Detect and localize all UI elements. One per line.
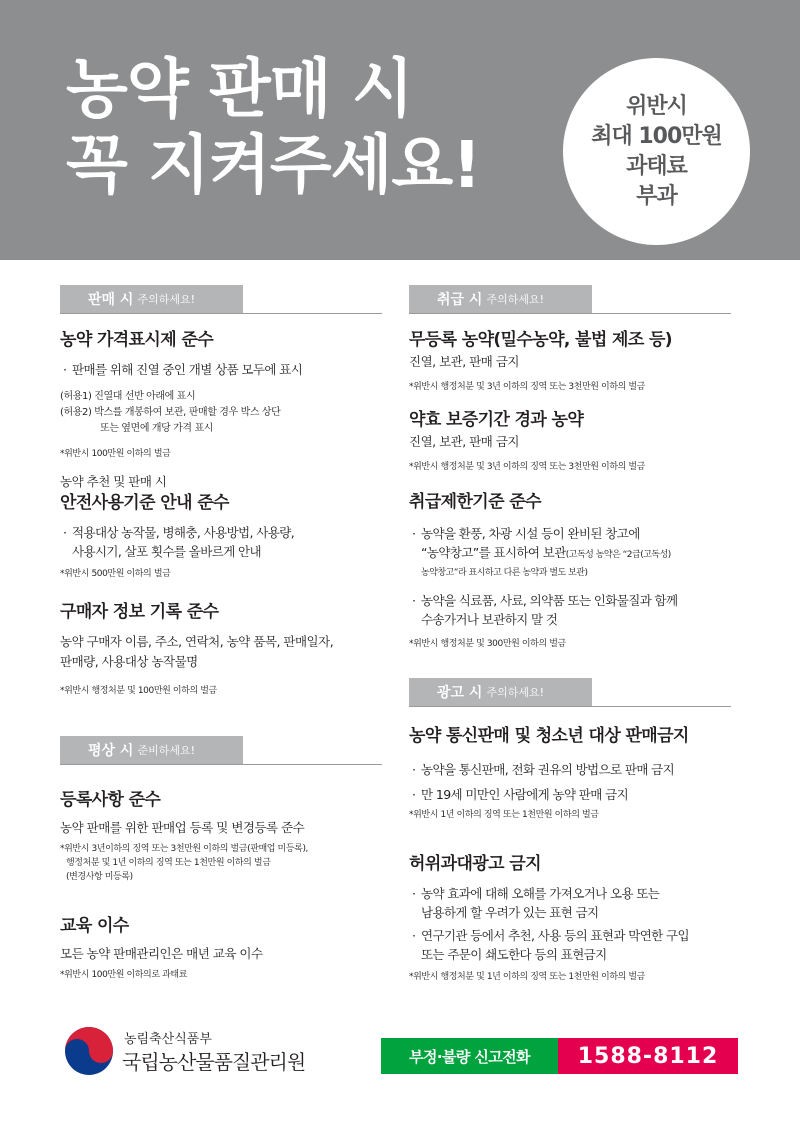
section-tag (409, 285, 592, 313)
bullet-item: · 만 19세 미만인 사람에게 농약 판매 금지 (409, 785, 731, 804)
allow-item: (허용2) 박스를 개봉하여 보관, 판매할 경우 박스 상단 (60, 407, 281, 418)
badge-line: 부과 (636, 183, 677, 209)
block-title: 약효 보증기간 경과 농약 (409, 410, 584, 430)
section-header-normal (60, 736, 382, 764)
education-block (60, 914, 382, 982)
penalty-note: *위반시 100만원 이하의 벌금 (60, 449, 171, 459)
report-hotline-label (381, 1038, 558, 1074)
body-line: 진열, 보관, 판매 금지 (409, 354, 519, 369)
buyer-record-block (60, 600, 382, 698)
safety-guide-block (60, 472, 382, 581)
section-tag (60, 736, 243, 764)
section-header-ad (409, 678, 731, 706)
block-title: 무등록 농약(밀수농약, 불법 제조 등) (409, 330, 672, 350)
section-divider (409, 706, 731, 707)
bullet-cont: 수송가거나 보관하지 말 것 (421, 612, 558, 627)
body-line: 판매량, 사용대상 농작물명 (60, 654, 198, 669)
bullet-cont (409, 543, 731, 565)
mail-order-block (409, 724, 731, 822)
section-tag-sub: 주의하세요! (486, 686, 544, 699)
section-tag-label: 광고 시 (437, 685, 483, 701)
block-title: 농약 가격표시제 준수 (60, 330, 214, 350)
report-label-text: 부정·불량 신고전화 (409, 1047, 530, 1066)
bullet-cont: 남용하게 할 우려가 있는 표현 금지 (421, 905, 599, 920)
body-line: 농약 판매를 위한 판매업 등록 및 변경등록 준수 (60, 820, 305, 835)
badge-line: 위반시 (626, 93, 687, 119)
penalty-note: *위반시 행정처분 및 1년 이하의 징역 또는 1천만원 이하의 벌금 (409, 972, 645, 982)
penalty-note: *위반시 3년이하의 징역 또는 3천만원 이하의 벌금(판매업 미등록), (60, 844, 309, 854)
body-line: 농약 구매자 이름, 주소, 연락처, 농약 품목, 판매일자, (60, 634, 334, 649)
section-divider (60, 313, 382, 314)
section-tag-label: 판매 시 (88, 292, 134, 308)
penalty-note: *위반시 행정처분 및 300만원 이하의 벌금 (409, 639, 566, 649)
section-divider (60, 764, 382, 765)
block-title: 안전사용기준 안내 준수 (60, 493, 229, 513)
penalty-badge (563, 58, 750, 245)
block-title: 교육 이수 (60, 916, 129, 936)
section-tag-sub: 주의하세요! (486, 293, 544, 306)
penalty-note: *위반시 1년 이하의 징역 또는 1천만원 이하의 벌금 (409, 810, 599, 820)
section-tag-label: 평상 시 (88, 743, 134, 759)
block-title: 취급제한기준 준수 (409, 492, 541, 512)
body-line: 모든 농약 판매관리인은 매년 교육 이수 (60, 946, 263, 961)
ministry-name: 농림축산식품부 (124, 1032, 212, 1047)
bullet-cont: 사용시기, 살포 횟수를 올바르게 안내 (72, 544, 261, 559)
bullet-item: · 농약을 환풍, 차광 시설 등이 완비된 창고에 (409, 524, 731, 543)
penalty-note: *위반시 행정처분 및 100만원 이하의 벌금 (60, 686, 217, 696)
penalty-note: *위반시 행정처분 및 3년 이하의 징역 또는 3천만원 이하의 벌금 (409, 462, 645, 472)
block-title: 농약 통신판매 및 청소년 대상 판매금지 (409, 726, 689, 746)
bullet-cont-part: (고독성 농약은 “2급(고독성) (565, 550, 671, 560)
section-divider (409, 313, 731, 314)
section-tag (60, 285, 243, 313)
bullet-cont-part: “농약창고”를 표시하여 보관 (421, 545, 566, 560)
section-header-handle (409, 285, 731, 313)
penalty-note: *위반시 100만원 이하의로 과태료 (60, 970, 187, 980)
penalty-note: *위반시 500만원 이하의 벌금 (60, 569, 171, 579)
body-line: 진열, 보관, 판매 금지 (409, 434, 519, 449)
registration-block (60, 788, 382, 884)
bullet-item: · 판매를 위해 진열 중인 개별 상품 모두에 표시 (60, 360, 382, 379)
badge-line: 과태료 (626, 153, 687, 179)
bullet-cont: 또는 주문이 쇄도한다 등의 표현금지 (421, 947, 607, 962)
block-title: 구매자 정보 기록 준수 (60, 602, 219, 622)
penalty-note: (변경사항 미등록) (66, 872, 133, 882)
title-line-2: 꼭 지켜주세요! (66, 129, 481, 203)
allow-item: (허용1) 진열대 선반 아래에 표시 (60, 391, 196, 402)
hotline-number[interactable] (558, 1038, 738, 1074)
price-display-block (60, 328, 382, 461)
penalty-note: 행정처분 및 1년 이하의 징역 또는 1천만원 이하의 벌금 (66, 858, 271, 868)
header-banner (0, 0, 800, 260)
allow-item-cont: 또는 옆면에 개당 가격 표시 (100, 423, 213, 434)
block-pretitle: 농약 추천 및 판매 시 (60, 474, 167, 489)
government-emblem-icon (64, 1026, 114, 1076)
false-ad-block (409, 852, 731, 984)
title-line-1: 농약 판매 시 (66, 53, 413, 127)
section-tag-sub: 주의하세요! (137, 293, 195, 306)
block-title: 등록사항 준수 (60, 790, 161, 810)
badge-line: 최대 100만원 (591, 123, 722, 149)
bullet-item: · 연구기관 등에서 추천, 사용 등의 표현과 막연한 구입 (409, 926, 731, 945)
section-header-sale (60, 285, 382, 313)
bullet-item: · 농약을 식료품, 사료, 의약품 또는 인화물질과 함께 (409, 591, 731, 610)
bullet-item: · 농약 효과에 대해 오해를 가져오거나 오용 또는 (409, 884, 731, 903)
bullet-cont: 농약창고”라 표시하고 다른 농약과 별도 보관) (421, 568, 588, 578)
bullet-item: · 농약을 통신판매, 전화 권유의 방법으로 판매 금지 (409, 760, 731, 779)
bullet-item: · 적용대상 농작물, 병해충, 사용방법, 사용량, (60, 523, 382, 542)
section-tag-label: 취급 시 (437, 292, 483, 308)
section-tag (409, 678, 592, 706)
handling-limit-block (409, 490, 731, 651)
phone-number-text: 1588-8112 (577, 1043, 719, 1069)
expired-block (409, 408, 731, 474)
section-tag-sub: 준비하세요! (137, 744, 195, 757)
penalty-note: *위반시 행정처분 및 3년 이하의 징역 또는 3천만원 이하의 벌금 (409, 382, 645, 392)
agency-name: 국립농산물품질관리원 (122, 1050, 306, 1074)
block-title: 허위과대광고 금지 (409, 854, 541, 874)
page-title (66, 52, 480, 204)
unregistered-block (409, 328, 731, 394)
